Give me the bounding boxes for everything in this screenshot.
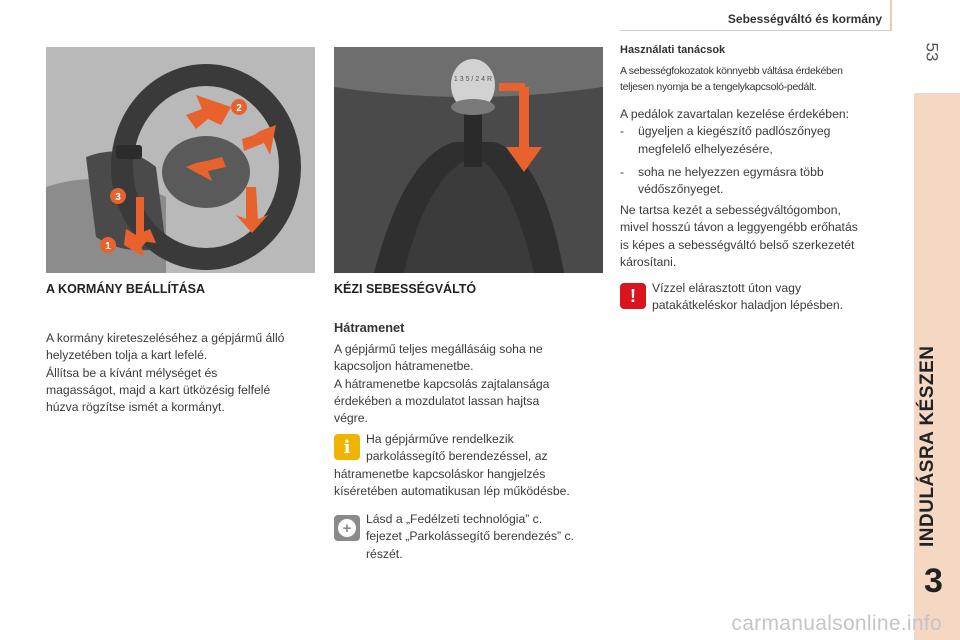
steering-section-title: A KORMÁNY BEÁLLÍTÁSA bbox=[46, 282, 206, 296]
parking-info-note bbox=[334, 431, 609, 500]
pedal-intro: A pedálok zavartalan kezelése érdekében: bbox=[620, 107, 850, 121]
text-line: megfelelő elhelyezésére, bbox=[638, 141, 773, 156]
gear-pattern-label: 1 3 5 / 2 4 R bbox=[453, 76, 493, 83]
list-dash: - bbox=[620, 164, 625, 179]
info-icon: i bbox=[334, 434, 360, 460]
pedal-section bbox=[620, 106, 900, 198]
text-line: A hátramenetbe kapcsolás zajtalansága bbox=[334, 376, 550, 391]
list-item bbox=[620, 164, 900, 199]
hand-warning-paragraph bbox=[620, 202, 905, 271]
text-line: A kormány kireteszeléséhez a gépjármű álló bbox=[46, 331, 285, 345]
marker-3-label: 3 bbox=[115, 192, 121, 203]
text-line: magasságot, majd a kart ütközésig felfelé bbox=[46, 382, 271, 397]
text-line: húzva rögzítse ismét a kormányt. bbox=[46, 400, 225, 415]
tips-intro bbox=[620, 64, 895, 95]
chapter-number: 3 bbox=[924, 562, 943, 600]
steering-wheel-photo bbox=[46, 47, 315, 273]
gear-stick-illustration bbox=[334, 47, 603, 273]
water-warning-note bbox=[652, 280, 892, 315]
text-line: kapcsoljon hátramenetbe. bbox=[334, 359, 474, 374]
text-line: kíséretében automatikusan lép működésbe. bbox=[334, 483, 570, 498]
gear-stick-photo bbox=[334, 47, 603, 273]
list-item bbox=[620, 123, 900, 158]
page-number: 53 bbox=[922, 42, 942, 62]
text-line: Állítsa be a kívánt mélységet és bbox=[46, 365, 218, 380]
gearbox-section-title: KÉZI SEBESSÉGVÁLTÓ bbox=[334, 282, 477, 296]
text-line: ügyeljen a kiegészítő padlószőnyeg bbox=[638, 124, 831, 139]
text-line: Vízzel elárasztott úton vagy bbox=[652, 281, 802, 295]
text-line: mivel hosszú távon a leggyengébb erőhatás bbox=[620, 220, 858, 235]
list-dash: - bbox=[620, 124, 625, 139]
header-divider bbox=[620, 30, 892, 31]
text-line: Ne tartsa kezét a sebességváltógombon, bbox=[620, 203, 841, 217]
text-line: parkolássegítő berendezéssel, az bbox=[366, 449, 548, 464]
steering-paragraph bbox=[46, 330, 321, 416]
text-line: is képes a sebességváltó belső szerkezetét bbox=[620, 237, 855, 252]
watermark: carmanualsonline.info bbox=[731, 612, 942, 635]
text-line: teljesen nyomja be a tengelykapcsoló-pedált. bbox=[620, 80, 817, 93]
text-line: Ha gépjárművе rendelkezik bbox=[366, 432, 514, 446]
header-accent-line bbox=[890, 0, 892, 30]
text-line: A sebességfokozatok könnyebb váltása érdekében bbox=[620, 65, 843, 77]
text-line: védőszőnyeget. bbox=[638, 182, 724, 197]
tips-title: Használati tanácsok bbox=[620, 44, 726, 56]
steering-wheel-illustration bbox=[46, 47, 315, 273]
text-line: soha ne helyezzen egymásra több bbox=[638, 164, 824, 179]
reverse-paragraph bbox=[334, 341, 604, 427]
warning-icon: ! bbox=[620, 283, 646, 309]
text-line: károsítani. bbox=[620, 254, 677, 269]
text-line: patakátkeléskor haladjon lépésben. bbox=[652, 298, 844, 313]
plus-reference-icon: + bbox=[334, 515, 360, 541]
marker-1-label: 1 bbox=[105, 241, 111, 252]
text-line: helyzetében tolja a kart lefelé. bbox=[46, 348, 208, 363]
see-also-note bbox=[366, 511, 611, 563]
text-line: hátramenetbe kapcsoláskor hangjelzés bbox=[334, 466, 546, 481]
text-line: végre. bbox=[334, 411, 368, 426]
text-line: A gépjármű teljes megállásáig soha ne bbox=[334, 342, 543, 356]
text-line: részét. bbox=[366, 546, 403, 561]
page-header-title: Sebességváltó és kormány bbox=[727, 12, 882, 26]
chapter-title: INDULÁSRA KÉSZEN bbox=[917, 345, 938, 547]
text-line: Lásd a „Fedélzeti technológia” c. bbox=[366, 512, 543, 526]
marker-2-label: 2 bbox=[236, 103, 242, 114]
reverse-subtitle: Hátramenet bbox=[334, 320, 405, 335]
text-line: fejezet „Parkolássegítő berendezés” c. bbox=[366, 529, 574, 544]
text-line: érdekében a mozdulatot lassan hajtsa bbox=[334, 393, 540, 408]
